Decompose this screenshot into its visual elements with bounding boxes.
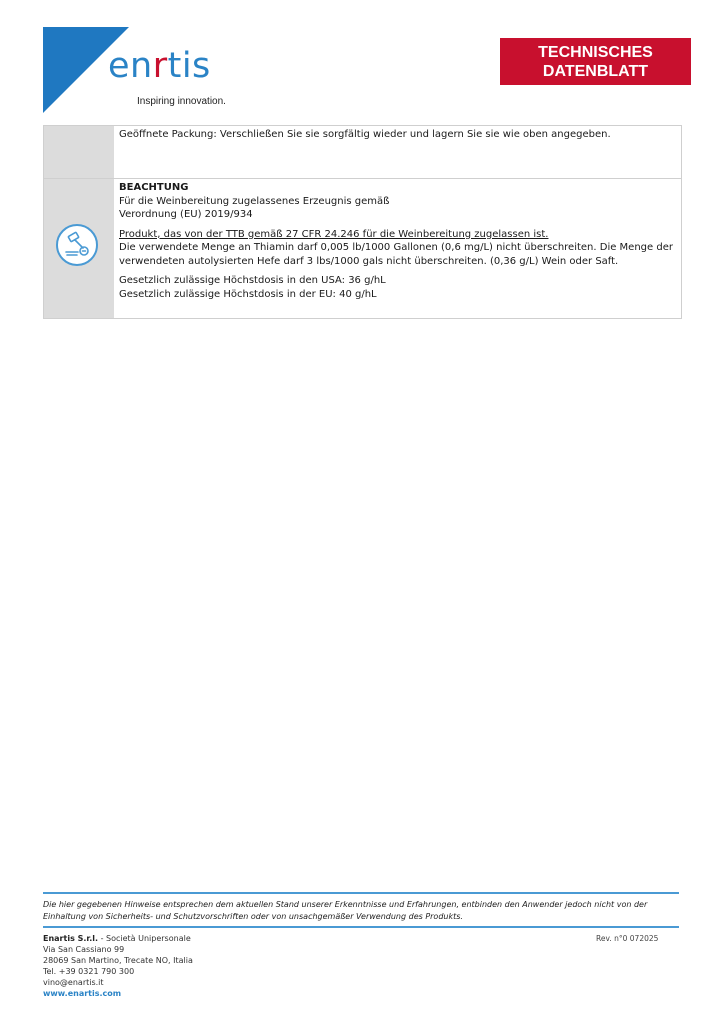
eu-max-dose: Gesetzlich zulässige Höchstdosis in der EU: 40 g/hL <box>119 288 377 300</box>
row-side-cell <box>44 126 114 178</box>
row-content <box>114 126 681 178</box>
logo-wordmark: enrtis <box>108 46 211 86</box>
dosage-limits-text: Die verwendete Menge an Thiamin darf 0,005 lb/1000 Gallonen (0,6 mg/L) nicht überschreiten. Die Menge der verwendeten autolysierten Hefe darf 3 lbs/1000 gals nicht überschreiten. (0,36 g/L) Wein oder Saft. <box>119 242 673 267</box>
email-link[interactable]: vino@enartis.it <box>43 978 104 987</box>
notice-heading: BEACHTUNG <box>119 182 189 193</box>
company-name: Enartis S.r.l. <box>43 934 99 943</box>
gavel-law-icon <box>56 224 98 266</box>
address-line-2: 28069 San Martino, Trecate NO, Italia <box>43 956 193 965</box>
table-row <box>44 126 681 179</box>
footer-divider-top <box>43 892 679 894</box>
footer-divider-bottom <box>43 926 679 928</box>
phone: Tel. +39 0321 790 300 <box>43 967 135 976</box>
badge-line-2: DATENBLATT <box>542 62 649 80</box>
usa-max-dose: Gesetzlich zulässige Höchstdosis in den USA: 36 g/hL <box>119 275 386 286</box>
ttb-approval: Produkt, das von der TTB gemäß 27 CFR 24.246 für die Weinbereitung zugelassen ist. <box>119 228 549 240</box>
company-type: - Società Unipersonale <box>98 934 191 943</box>
row-side-cell <box>44 179 114 318</box>
website-link[interactable]: www.enartis.com <box>43 989 122 998</box>
info-table <box>43 125 682 319</box>
revision-number: Rev. n°0 072025 <box>596 934 659 943</box>
address-line-1: Via San Cassiano 99 <box>43 945 125 954</box>
tagline: Inspiring innovation. <box>137 96 226 107</box>
table-row <box>44 179 681 318</box>
company-info <box>43 933 193 999</box>
eu-approval-line-1: Für die Weinbereitung zugelassenes Erzeugnis gemäß <box>119 195 390 207</box>
disclaimer: Die hier gegebenen Hinweise entsprechen dem aktuellen Stand unserer Erkenntnisse und Erfahrungen, entbinden den Anwender jedoch nicht von der Einhaltung von Sicherheits- und Schutzvorschriften oder von unsachgemäßer Verwendung des Produkts. <box>43 900 648 921</box>
eu-approval-line-2: Verordnung (EU) 2019/934 <box>119 209 253 220</box>
badge-line-1: TECHNISCHES <box>538 43 653 61</box>
row-content <box>114 179 681 318</box>
document-type-badge <box>500 38 691 85</box>
storage-note: Geöffnete Packung: Verschließen Sie sie sorgfältig wieder und lagern Sie sie wie oben angegeben. <box>119 129 611 140</box>
